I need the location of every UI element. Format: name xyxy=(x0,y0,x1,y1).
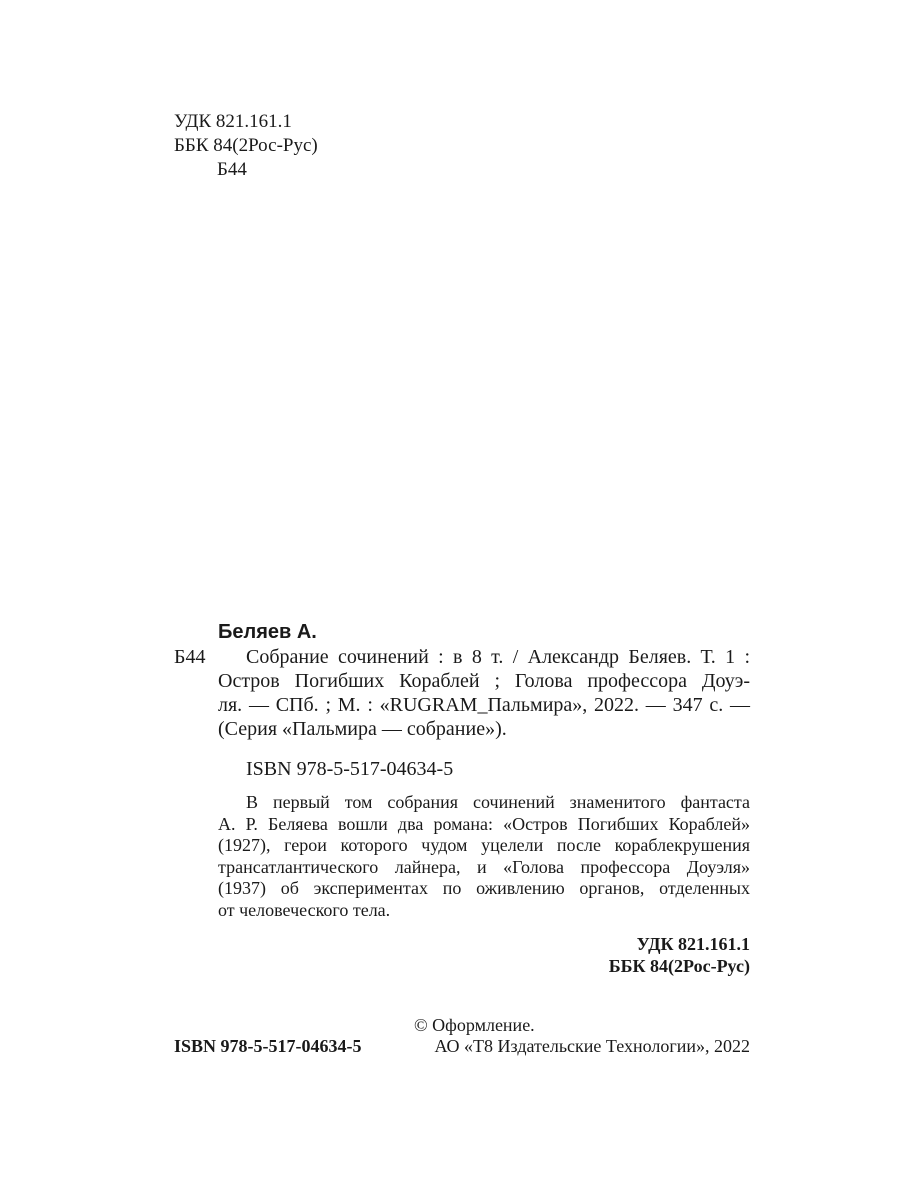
card-udk-code: УДК 821.161.1 xyxy=(636,934,750,954)
card-bbk-code: ББК 84(2Рос-Рус) xyxy=(608,956,750,976)
footer-isbn: ISBN 978-5-517-04634-5 xyxy=(174,1036,362,1056)
bibliographic-description xyxy=(218,645,750,741)
copyright-line-2: АО «Т8 Издательские Технологии», 2022 xyxy=(434,1036,750,1056)
description-line: Собрание сочинений : в 8 т. / Александр Беляев. Т. 1 : xyxy=(246,646,750,668)
annotation-line: А. Р. Беляева вошли два романа: «Остров Погибших Кораблей» xyxy=(218,813,750,834)
description-line: Остров Погибших Кораблей ; Голова профессора Доуэ- xyxy=(218,670,750,692)
annotation-line: В первый том собрания сочинений знаменитого фантаста xyxy=(246,792,750,812)
annotation-line: трансатлантического лайнера, и «Голова профессора Доуэля» xyxy=(218,856,750,877)
top-udk-code: УДК 821.161.1 xyxy=(174,111,292,132)
description-line: ля. — СПб. ; М. : «RUGRAM_Пальмира», 2022. — 347 с. — xyxy=(218,694,750,716)
copyright-line-1: © Оформление. xyxy=(414,1015,535,1035)
top-bbk-code: ББК 84(2Рос-Рус) xyxy=(174,135,318,156)
annotation-line: (1927), герои которого чудом уцелели после кораблекрушения xyxy=(218,835,750,856)
author-heading: Беляев А. xyxy=(218,621,317,643)
card-isbn: ISBN 978-5-517-04634-5 xyxy=(246,758,454,780)
top-author-mark: Б44 xyxy=(217,159,247,180)
annotation-line: от человеческого тела. xyxy=(218,899,391,920)
annotation-line: (1937) об экспериментах по оживлению органов, отделенных xyxy=(218,878,750,899)
description-line: (Серия «Пальмира — собрание»). xyxy=(218,718,507,740)
annotation xyxy=(218,792,750,922)
card-author-mark: Б44 xyxy=(174,646,206,668)
